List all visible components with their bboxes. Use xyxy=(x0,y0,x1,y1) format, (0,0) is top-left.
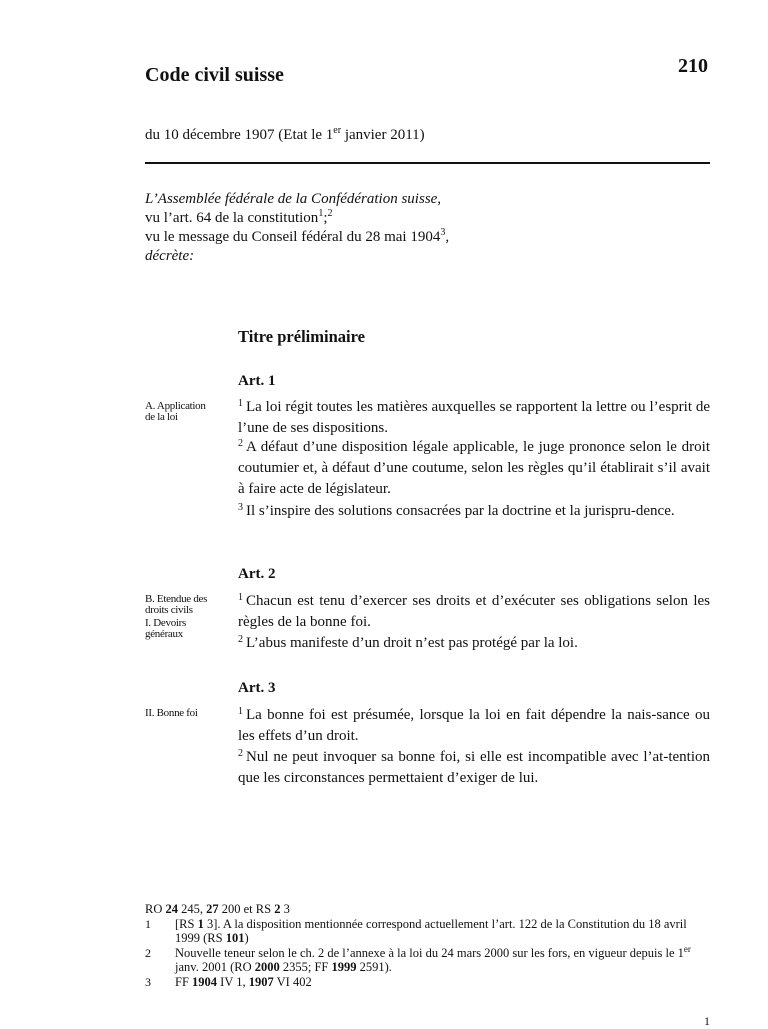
section-title: Titre préliminaire xyxy=(238,327,365,346)
article-3-heading: Art. 3 xyxy=(238,680,276,696)
fn-text: 2355; FF xyxy=(279,960,332,974)
footnote-number: 3 xyxy=(145,974,151,989)
article-2-paragraph-2 xyxy=(238,633,710,654)
article-1-paragraph-3 xyxy=(238,501,710,522)
fn-text: 3]. A la disposition mentionnée correspond actuellement l’art. 122 de la Constitution du 18 avril 1999 (RS xyxy=(175,916,687,945)
paragraph-text: L’abus manifeste d’un droit n’est pas protégé par la loi. xyxy=(246,635,578,651)
paragraph-text: Il s’inspire des solutions consacrées par la doctrine et la jurispru-dence. xyxy=(246,503,675,519)
ro-text: 245, xyxy=(178,902,207,916)
header-divider xyxy=(145,162,710,164)
article-2-marginal-note xyxy=(145,594,230,640)
paragraph-text: La bonne foi est présumée, lorsque la loi en fait dépendre la nais-sance ou les effets d’un droit. xyxy=(238,707,710,744)
footnote-number: 1 xyxy=(145,916,151,931)
marginal-line: de la loi xyxy=(145,411,178,423)
fn-text: IV 1, xyxy=(217,974,249,989)
footnote-text xyxy=(175,917,710,946)
ro-bold: 2 xyxy=(274,902,281,916)
paragraph-number: 2 xyxy=(238,634,243,645)
paragraph-number: 1 xyxy=(238,398,243,409)
fn-bold: 1904 xyxy=(192,974,218,989)
marginal-line: B. Etendue des xyxy=(145,593,208,605)
preamble-message-end: , xyxy=(445,229,450,245)
article-1-paragraph-1 xyxy=(238,397,710,439)
fn-text: Nouvelle teneur selon le ch. 2 de l’annexe à la loi du 24 mars 2000 sur les fors, en vigueur depuis le 1 xyxy=(175,945,684,960)
document-title: Code civil suisse xyxy=(145,64,284,86)
footnotes xyxy=(145,902,710,989)
fn-text: FF xyxy=(175,974,193,989)
fn-bold: 1 xyxy=(197,916,204,931)
footnote-text xyxy=(175,975,710,990)
fn-bold: 1907 xyxy=(248,974,274,989)
paragraph-number: 1 xyxy=(238,592,243,603)
ro-bold: 27 xyxy=(206,902,219,916)
document-number: 210 xyxy=(678,55,708,77)
preamble-decree: décrète: xyxy=(145,248,195,264)
fn-text: VI 402 xyxy=(273,974,312,989)
preamble-message-text: vu le message du Conseil fédéral du 28 mai 1904 xyxy=(145,229,441,245)
marginal-line: I. Devoirs xyxy=(145,617,186,629)
paragraph-text: A défaut d’une disposition légale applicable, le juge prononce selon le droit coutumier et, à défaut d’une coutume, selon les règles qu’il établirait s’il avait à faire acte de législateur. xyxy=(238,439,710,497)
paragraph-number: 2 xyxy=(238,438,243,449)
footnote-ro-reference xyxy=(145,902,710,917)
preamble xyxy=(145,190,710,266)
document-date xyxy=(145,127,425,144)
article-2-paragraph-1 xyxy=(238,591,710,633)
date-prefix: du 10 décembre 1907 (Etat le 1 xyxy=(145,127,334,143)
article-1-heading: Art. 1 xyxy=(238,373,276,389)
preamble-constitution xyxy=(145,209,710,228)
article-3-paragraph-1 xyxy=(238,705,710,747)
paragraph-number: 1 xyxy=(238,706,243,717)
footnote-text xyxy=(175,943,710,975)
footnote-ref-3[interactable]: 3 xyxy=(440,227,446,238)
fn-text: janv. 2001 (RO xyxy=(175,960,255,974)
paragraph-number: 2 xyxy=(238,748,243,759)
ro-text: RO xyxy=(145,902,166,916)
marginal-line: généraux xyxy=(145,628,183,640)
ro-bold: 24 xyxy=(165,902,178,916)
paragraph-text: La loi régit toutes les matières auxquelles se rapportent la lettre ou l’esprit de l’une de ses dispositions. xyxy=(238,399,710,436)
footnote-2 xyxy=(145,943,710,975)
page-number: 1 xyxy=(704,1014,710,1028)
fn-text: ) xyxy=(244,931,249,945)
fn-bold: 2000 xyxy=(254,960,280,974)
footnote-ref-2[interactable]: 2 xyxy=(327,208,333,219)
ro-text: 200 et RS xyxy=(218,902,275,916)
marginal-line: II. Bonne foi xyxy=(145,707,198,719)
fn-text: [RS xyxy=(175,916,198,931)
preamble-constitution-text: vu l’art. 64 de la constitution xyxy=(145,210,319,226)
footnote-ref-1[interactable]: 1 xyxy=(318,208,324,219)
article-3-marginal-note xyxy=(145,708,230,719)
marginal-line: droits civils xyxy=(145,604,193,616)
fn-text: 2591). xyxy=(356,960,392,974)
paragraph-text: Nul ne peut invoquer sa bonne foi, si elle est incompatible avec l’at-tention que les circonstances permettaient d’exiger de lui. xyxy=(238,749,710,786)
preamble-assembly: L’Assemblée fédérale de la Confédération suisse, xyxy=(145,191,442,207)
paragraph-text: Chacun est tenu d’exercer ses droits et d’exécuter ses obligations selon les règles de la bonne foi. xyxy=(238,593,710,630)
marginal-line: A. Application xyxy=(145,400,206,412)
footnote-1 xyxy=(145,917,710,946)
article-2-heading: Art. 2 xyxy=(238,566,276,582)
date-superscript: er xyxy=(333,125,342,136)
fn-bold: 101 xyxy=(225,931,245,945)
date-suffix: janvier 2011) xyxy=(341,127,425,143)
fn-bold: 1999 xyxy=(331,960,357,974)
article-1-paragraph-2 xyxy=(238,437,710,500)
footnote-3 xyxy=(145,975,710,990)
paragraph-number: 3 xyxy=(238,502,243,513)
ro-text: 3 xyxy=(280,902,290,916)
preamble-separator: ; xyxy=(323,210,328,226)
article-1-marginal-note xyxy=(145,401,230,423)
fn-sup: er xyxy=(683,943,691,954)
preamble-message xyxy=(145,228,710,247)
footnote-number: 2 xyxy=(145,945,151,960)
article-3-paragraph-2 xyxy=(238,747,710,789)
